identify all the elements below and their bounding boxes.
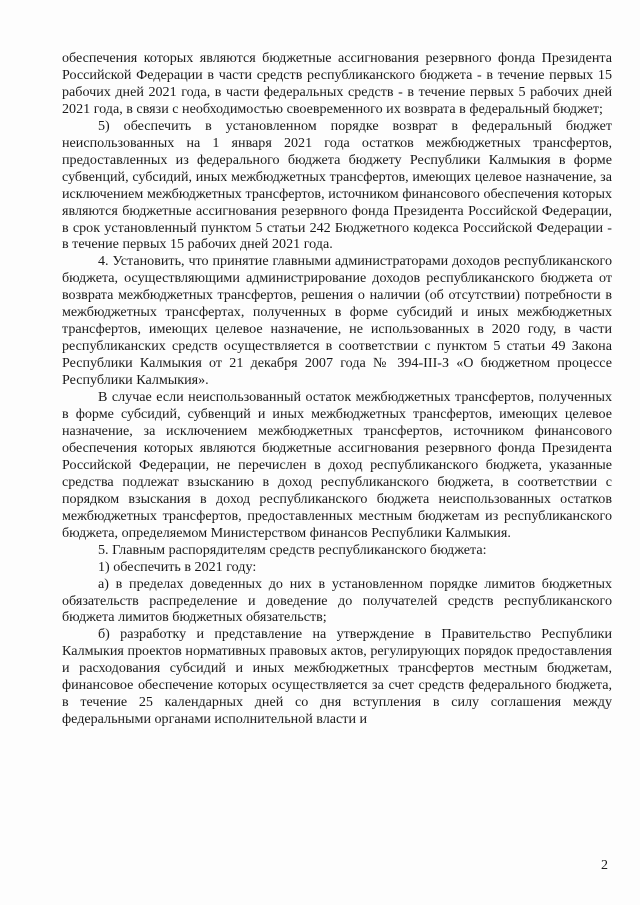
paragraph-continuation: обеспечения которых являются бюджетные ассигнования резервного фонда Президента Российской Федерации в части средств республиканского бюджета - в течение первых 15 рабочих дней 2021 года, в части федеральных средств - в течение первых 5 рабочих дней 2021 года, в связи с необходимостью своевременного их возврата в федеральный бюджет; <box>62 50 612 117</box>
paragraph-section-5: 5. Главным распорядителям средств республиканского бюджета: <box>98 541 487 558</box>
paragraph-unused-balance: В случае если неиспользованный остаток межбюджетных трансфертов, полученных в форме субсидий, субвенций и иных межбюджетных трансфертов, имеющих целевое назначение, за исключением межбюджетных трансфертов, источником финансового обеспечения которых являются бюджетные ассигнования резервного фонда Президента Российской Федерации, не перечислен в доход республиканского бюджета, указанные средства подлежат взысканию в доход республиканского бюджета, в соответствии с порядком взыскания в доход республиканского бюджета неиспользованных остатков межбюджетных трансфертов, предоставленных местным бюджетам из республиканского бюджета, определяемом Министерством финансов Республики Калмыкия. <box>62 389 612 541</box>
paragraph-section-4: 4. Установить, что принятие главными администраторами доходов республиканского бюджета, осуществляющими администрирование доходов республиканского бюджета от возврата межбюджетных трансфертов, решения о наличии (об отсутствии) потребности в межбюджетных трансфертах, полученных в форме субсидий и иных межбюджетных трансфертов, имеющих целевое назначение, не использованных в 2020 году, в части республиканских средств осуществляется в соответствии с пунктом 5 статьи 49 Закона Республики Калмыкия от 21 декабря 2007 года № 394-III-З «О бюджетном процессе Республики Калмыкия». <box>62 253 612 389</box>
paragraph-item-a: а) в пределах доведенных до них в установленном порядке лимитов бюджетных обязательств распределение и доведение до получателей средств республиканского бюджета лимитов бюджетных обязательств; <box>62 575 612 626</box>
paragraph-item-b: б) разработку и представление на утверждение в Правительство Республики Калмыкия проектов нормативных правовых актов, регулирующих порядок предоставления и расходования субсидий и иных межбюджетных трансфертов местным бюджетам, финансовое обеспечение которых осуществляется за счет средств федерального бюджета, в течение 25 календарных дней со дня вступления в силу соглашения между федеральными органами исполнительной власти и <box>62 626 612 728</box>
body-text <box>62 50 612 728</box>
paragraph-item-5-return: 5) обеспечить в установленном порядке возврат в федеральный бюджет неиспользованных на 1 января 2021 года остатков межбюджетных трансфертов, предоставленных из федерального бюджета бюджету Республики Калмыкия в форме субвенций, субсидий, иных межбюджетных трансфертов, имеющих целевое назначение, за исключением межбюджетных трансфертов, источником финансового обеспечения которых являются бюджетные ассигнования резервного фонда Президента Российской Федерации, в срок установленный пунктом 5 статьи 242 Бюджетного кодекса Российской Федерации - в течение первых 15 рабочих дней 2021 года. <box>62 117 612 253</box>
page-number: 2 <box>601 858 608 873</box>
paragraph-item-1: 1) обеспечить в 2021 году: <box>98 558 257 575</box>
